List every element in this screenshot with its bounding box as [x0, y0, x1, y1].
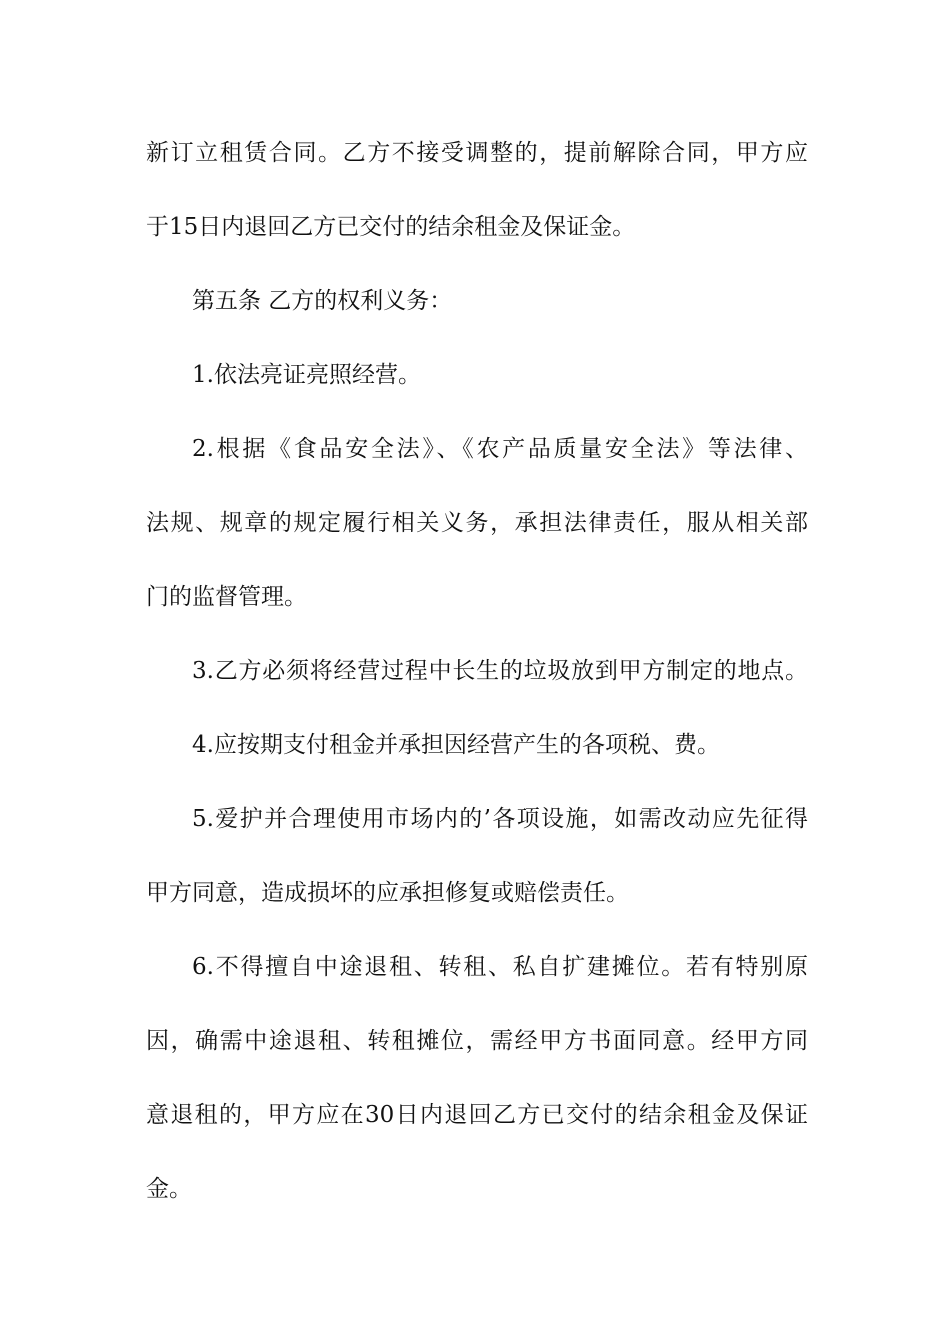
text-line: 因，确需中途退租、转租摊位，需经甲方书面同意。经甲方同: [146, 1028, 808, 1054]
list-item: 3.乙方必须将经营过程中长生的垃圾放到甲方制定的地点。: [192, 658, 808, 684]
text-line: 甲方同意，造成损坏的应承担修复或赔偿责任。: [146, 880, 629, 906]
text-line: 门的监督管理。: [146, 584, 307, 610]
list-item: 2.根据《食品安全法》、《农产品质量安全法》等法律、: [192, 436, 808, 462]
text-line: 金。: [146, 1176, 192, 1202]
list-item: 6.不得擅自中途退租、转租、私自扩建摊位。若有特别原: [192, 954, 808, 980]
contract-text: [146, 131, 808, 1241]
text-line: 法规、规章的规定履行相关义务，承担法律责任，服从相关部: [146, 510, 808, 536]
list-item: 5.爱护并合理使用市场内的’各项设施，如需改动应先征得: [192, 806, 808, 832]
article-heading: 第五条 乙方的权利义务：: [192, 288, 453, 314]
text-line: 于15日内退回乙方已交付的结余租金及保证金。: [146, 214, 636, 240]
list-item: 4.应按期支付租金并承担因经营产生的各项税、费。: [192, 732, 720, 758]
text-line: 新订立租赁合同。乙方不接受调整的，提前解除合同，甲方应: [146, 140, 808, 166]
list-item: 1.依法亮证亮照经营。: [192, 362, 421, 388]
text-line: 意退租的，甲方应在30日内退回乙方已交付的结余租金及保证: [146, 1102, 808, 1128]
